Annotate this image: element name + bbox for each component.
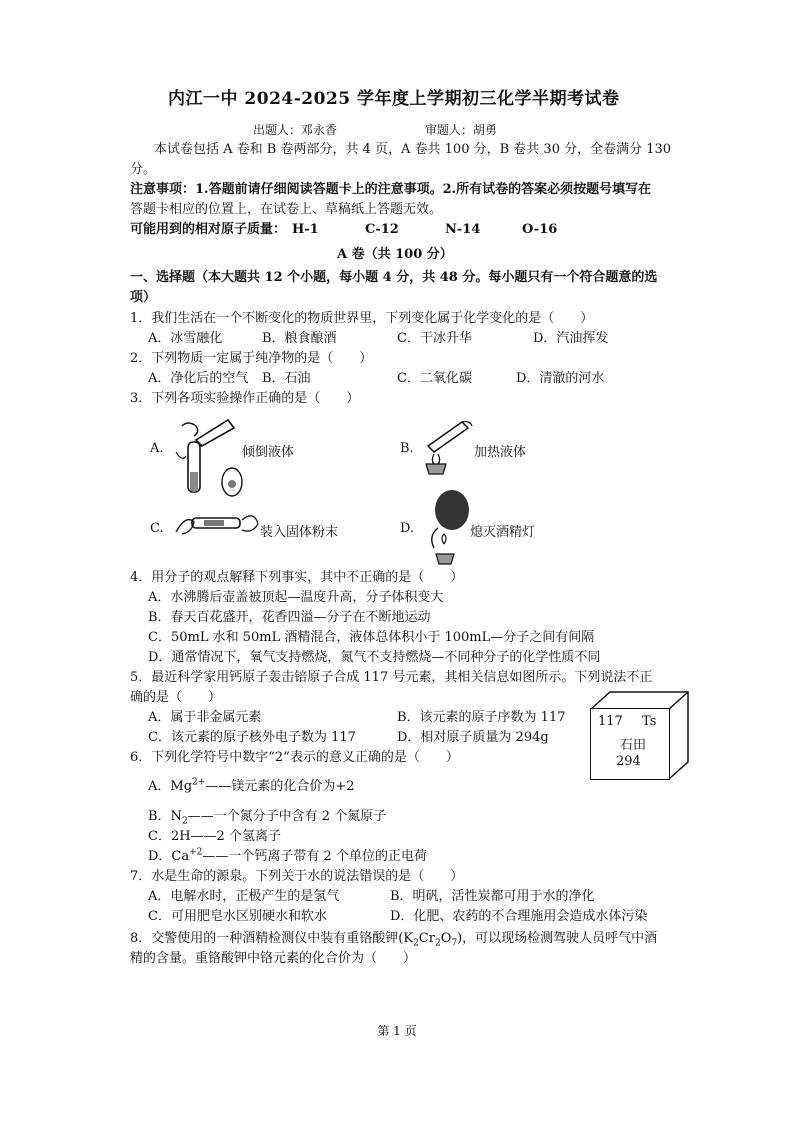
q6-option-b bbox=[148, 808, 386, 826]
q6-option-a bbox=[148, 778, 354, 796]
q8-stem-2: 精的含量。重铬酸钾中铬元素的化合价为（ ） bbox=[130, 951, 417, 966]
q3-option-a-label: 倾倒液体 bbox=[242, 445, 295, 460]
atomic-mass-c: C-12 bbox=[365, 222, 399, 237]
q4-option-d: D．通常情况下，氧气支持燃烧，氮气不支持燃烧—不同种分子的化学性质不同 bbox=[148, 650, 601, 665]
q1-option-d: D．汽油挥发 bbox=[533, 331, 609, 346]
q2-option-c: C．二氧化碳 bbox=[397, 371, 472, 386]
q7-option-a: A．电解水时，正极产生的是氢气 bbox=[148, 889, 340, 904]
q4-option-b: B．春天百花盛开，花香四溢—分子在不断地运动 bbox=[148, 610, 431, 625]
q3-option-a-letter: A. bbox=[150, 441, 164, 456]
q8-stem-part-a: 8．交警使用的一种酒精检测仪中装有重铬酸钾(K bbox=[130, 931, 414, 946]
exam-title: 内江一中 2024-2025 学年度上学期初三化学半期考试卷 bbox=[168, 89, 620, 109]
atomic-mass-label: 可能用到的相对原子质量： bbox=[130, 222, 287, 237]
element-symbol: Ts bbox=[642, 714, 657, 729]
q1-option-b: B．粮食酿酒 bbox=[262, 331, 337, 346]
q8-stem-part-c: O bbox=[440, 931, 452, 946]
atomic-mass-n: N-14 bbox=[445, 222, 481, 237]
q7-option-d: D．化肥、农药的不合理施用会造成水体污染 bbox=[390, 909, 648, 924]
q8-stem-1 bbox=[130, 930, 657, 948]
q1-stem: 1．我们生活在一个不断变化的物质世界里，下列变化属于化学变化的是（ ） bbox=[130, 311, 594, 326]
author-label: 出题人：邓永香 bbox=[253, 123, 338, 137]
q5-option-a: A．属于非金属元素 bbox=[148, 710, 262, 725]
q6-option-c: C．2H——2 个氢离子 bbox=[148, 829, 281, 844]
blowing-out-lamp-icon bbox=[422, 488, 472, 568]
q6-a-prefix: A．Mg bbox=[148, 779, 193, 794]
q1-option-a: A．冰雪融化 bbox=[148, 331, 223, 346]
q6-stem: 6．下列化学符号中数字“2”表示的意义正确的是（ ） bbox=[130, 750, 459, 765]
q8-sub-o: 7 bbox=[451, 938, 458, 949]
reviewer-label: 审题人：胡勇 bbox=[425, 123, 498, 137]
q6-d-prefix: D．Ca bbox=[148, 849, 190, 864]
q7-option-c: C．可用肥皂水区别硬水和软水 bbox=[148, 909, 327, 924]
q6-b-rest: ——一个氮分子中含有 2 个氮原子 bbox=[187, 809, 387, 824]
q3-option-c-letter: C. bbox=[150, 521, 164, 536]
q2-stem: 2．下列物质一定属于纯净物的是（ ） bbox=[130, 351, 373, 366]
q2-option-d: D．清澈的河水 bbox=[516, 371, 605, 386]
element-number: 117 bbox=[598, 714, 623, 729]
q3-stem: 3．下列各项实验操作正确的是（ ） bbox=[130, 391, 360, 406]
q8-stem-part-b: Cr bbox=[418, 931, 435, 946]
pouring-liquid-icon bbox=[172, 412, 244, 507]
q3-option-d-label: 熄灭酒精灯 bbox=[470, 525, 536, 540]
element-name: 石田 bbox=[620, 738, 647, 753]
q6-option-d bbox=[148, 848, 427, 866]
q6-d-rest: ——一个钙离子带有 2 个单位的正电荷 bbox=[202, 849, 427, 864]
q4-stem: 4．用分子的观点解释下列事实，其中不正确的是（ ） bbox=[130, 570, 464, 585]
q6-a-sup: 2+ bbox=[192, 777, 206, 788]
q6-d-sup: +2 bbox=[189, 847, 203, 858]
element-tile bbox=[590, 690, 690, 780]
atomic-mass-h: H-1 bbox=[292, 222, 319, 237]
q6-b-sub: 2 bbox=[181, 816, 188, 827]
q6-a-rest: ——镁元素的化合价为+2 bbox=[205, 779, 355, 794]
q5-option-b: B．该元素的原子序数为 117 bbox=[397, 710, 566, 725]
q7-option-b: B．明矾，活性炭都可用于水的净化 bbox=[390, 889, 595, 904]
part1-line-1: 一、选择题（本大题共 12 个小题，每小题 4 分，共 48 分。每小题只有一个符合题意的选 bbox=[130, 270, 658, 285]
q8-sub-k: 2 bbox=[413, 938, 419, 949]
page-number: 第 1 页 bbox=[377, 1024, 417, 1038]
q3-option-b-letter: B. bbox=[400, 441, 414, 456]
notice-line-1: 注意事项：1.答题前请仔细阅读答题卡上的注意事项。2.所有试卷的答案必须按题号填写在 bbox=[130, 182, 652, 197]
notice-line-2: 答题卡相应的位置上，在试卷上、草稿纸上答题无效。 bbox=[130, 202, 443, 217]
q5-stem-1: 5．最近科学家用钙原子轰击锫原子合成 117 号元素，其相关信息如图所示。下列说法不正 bbox=[130, 670, 653, 685]
q7-stem: 7．水是生命的源泉。下列关于水的说法错误的是（ ） bbox=[130, 869, 464, 884]
loading-powder-icon bbox=[170, 502, 262, 546]
q8-stem-part-d: )，可以现场检测驾驶人员呼气中酒 bbox=[457, 931, 658, 946]
intro-line-2: 分。 bbox=[130, 162, 157, 177]
q5-stem-2: 确的是（ ） bbox=[130, 690, 222, 705]
heating-liquid-icon bbox=[418, 418, 478, 478]
q2-option-a: A．净化后的空气 bbox=[148, 371, 249, 386]
q5-option-d: D．相对原子质量为 294g bbox=[397, 730, 549, 745]
intro-line-1: 本试卷包括 A 卷和 B 卷两部分，共 4 页，A 卷共 100 分，B 卷共 30 分，全卷满分 130 bbox=[154, 142, 672, 157]
q4-option-c: C．50mL 水和 50mL 酒精混合，液体总体积小于 100mL—分子之间有间隔 bbox=[148, 630, 595, 645]
q8-sub-cr: 2 bbox=[434, 938, 441, 949]
q3-option-b-label: 加热液体 bbox=[474, 445, 527, 460]
element-mass: 294 bbox=[616, 754, 641, 769]
section-a-heading: A 卷（共 100 分） bbox=[337, 247, 453, 262]
part1-line-2: 项） bbox=[130, 290, 157, 305]
q5-option-c: C．该元素的原子核外电子数为 117 bbox=[148, 730, 356, 745]
q3-option-c-label: 装入固体粉末 bbox=[260, 525, 339, 540]
q4-option-a: A．水沸腾后壶盖被顶起—温度升高，分子体积变大 bbox=[148, 590, 444, 605]
atomic-mass-o: O-16 bbox=[522, 222, 558, 237]
q1-option-c: C．干冰升华 bbox=[397, 331, 472, 346]
q2-option-b: B．石油 bbox=[262, 371, 311, 386]
q3-option-d-letter: D. bbox=[400, 521, 415, 536]
q6-b-prefix: B．N bbox=[148, 809, 182, 824]
